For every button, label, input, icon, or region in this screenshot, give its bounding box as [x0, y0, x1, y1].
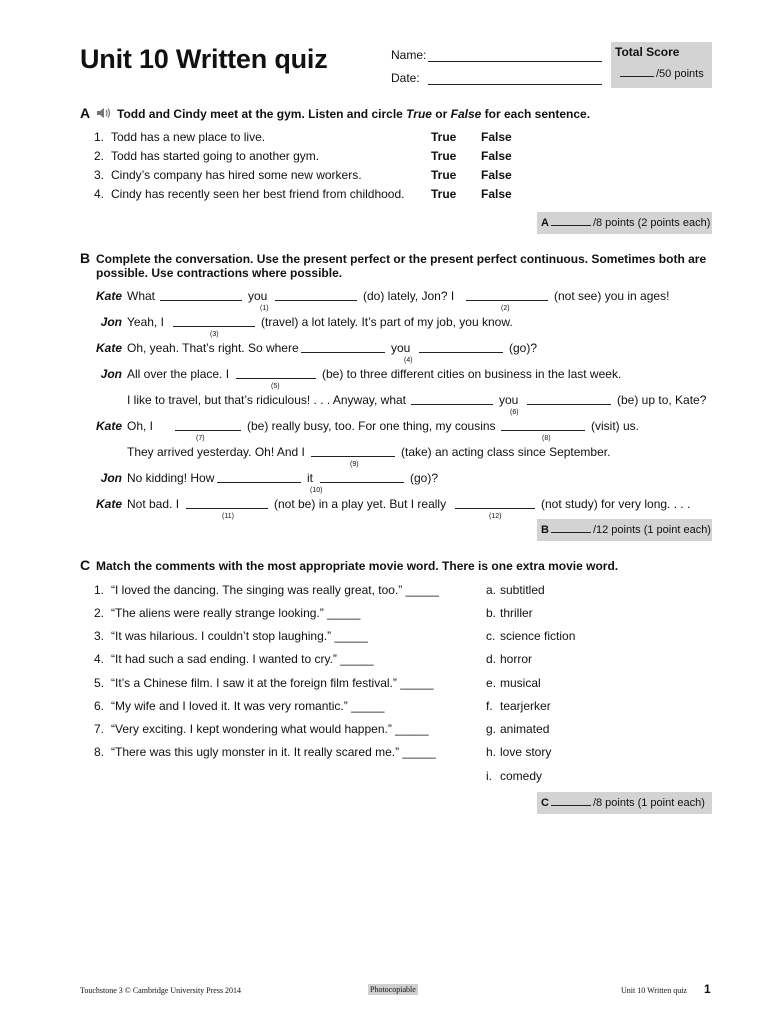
comment-text: “There was this ugly monster in it. It really scared me.” _____ [111, 745, 436, 759]
page-title: Unit 10 Written quiz [80, 44, 328, 74]
total-score-box [611, 42, 712, 88]
blank-number: (3) [210, 331, 219, 338]
true-option[interactable]: True [431, 149, 457, 163]
conversation-text: (go)? [509, 341, 538, 355]
speaker-name: Kate [95, 419, 122, 433]
false-option[interactable]: False [481, 149, 512, 163]
item-statement: Cindy has recently seen her best friend from childhood. [111, 187, 405, 201]
blank-number: (8) [542, 435, 551, 442]
conversation-text: I like to travel, but that’s ridiculous! . . . Anyway, what [127, 393, 407, 407]
answer-blank[interactable] [175, 430, 241, 431]
speaker-name: Jon [100, 367, 122, 381]
comment-number: 3. [94, 629, 105, 643]
conversation-text: it [307, 471, 313, 485]
conversation-text: (not be) in a play yet. But I really [274, 497, 447, 511]
conversation-text: No kidding! How [127, 471, 215, 485]
answer-blank[interactable] [236, 378, 316, 379]
section-b-points: B /12 points (1 point each) [537, 519, 712, 541]
section-b-score-blank[interactable] [551, 522, 591, 533]
speaker-name: Jon [100, 471, 122, 485]
answer-blank[interactable] [466, 300, 548, 301]
blank-number: (10) [310, 487, 323, 494]
answer-blank[interactable] [311, 456, 395, 457]
comment-number: 7. [94, 722, 105, 736]
movie-word-letter: i. [486, 769, 492, 783]
movie-word: animated [500, 722, 550, 736]
conversation-text: (travel) a lot lately. It’s part of my job, you know. [261, 315, 513, 329]
conversation-text: All over the place. I [127, 367, 230, 381]
movie-word-letter: h. [486, 745, 497, 759]
section-c-score-blank[interactable] [551, 795, 591, 806]
movie-word: thriller [500, 606, 533, 620]
movie-word-letter: c. [486, 629, 496, 643]
movie-word-letter: b. [486, 606, 497, 620]
section-a-instruction: Todd and Cindy meet at the gym. Listen and circle True or False for each sentence. [117, 107, 591, 121]
conversation-text: (be) really busy, too. For one thing, my cousins [247, 419, 496, 433]
item-number: 1. [94, 130, 105, 144]
blank-number: (12) [489, 513, 502, 520]
speaker-name: Kate [95, 497, 122, 511]
comment-number: 5. [94, 676, 105, 690]
answer-blank[interactable] [411, 404, 493, 405]
movie-word-letter: d. [486, 652, 497, 666]
movie-word-letter: a. [486, 583, 497, 597]
footer-copyright: Touchstone 3 © Cambridge University Press 2014 [80, 986, 242, 995]
comment-number: 6. [94, 699, 105, 713]
answer-blank[interactable] [275, 300, 357, 301]
total-score-points: /50 points [656, 68, 704, 80]
conversation-text: They arrived yesterday. Oh! And I [127, 445, 305, 459]
footer-photocopiable: Photocopiable [370, 985, 416, 994]
section-c-points: C /8 points (1 point each) [537, 792, 712, 814]
movie-word: tearjerker [500, 699, 551, 713]
total-score-label: Total Score [615, 45, 680, 59]
movie-word: subtitled [500, 583, 545, 597]
section-c-instruction: Match the comments with the most appropriate movie word. There is one extra movie word. [96, 559, 619, 573]
blank-number: (9) [350, 461, 359, 468]
item-statement: Cindy’s company has hired some new workers. [111, 168, 362, 182]
movie-word-letter: f. [486, 699, 493, 713]
comment-text: “The aliens were really strange looking.” _____ [111, 606, 361, 620]
conversation-text: Oh, yeah. That’s right. So where [127, 341, 299, 355]
conversation-text: (not study) for very long. . . . [541, 497, 691, 511]
page-number: 1 [704, 982, 711, 996]
speaker-name: Jon [100, 315, 122, 329]
audio-speaker-icon[interactable] [96, 106, 112, 125]
conversation-text: What [127, 289, 156, 303]
conversation-text: (do) lately, Jon? I [363, 289, 455, 303]
item-number: 3. [94, 168, 105, 182]
conversation-text: (be) to three different cities on business in the last week. [322, 367, 622, 381]
item-statement: Todd has started going to another gym. [111, 149, 320, 163]
answer-blank[interactable] [527, 404, 611, 405]
movie-word: science fiction [500, 629, 576, 643]
comment-number: 8. [94, 745, 105, 759]
blank-number: (1) [260, 305, 269, 312]
movie-word-letter: g. [486, 722, 497, 736]
date-label: Date: [391, 71, 420, 85]
answer-blank[interactable] [419, 352, 503, 353]
false-option[interactable]: False [481, 187, 512, 201]
speaker-name: Kate [95, 289, 122, 303]
section-a-letter: A [80, 105, 91, 121]
item-number: 4. [94, 187, 105, 201]
true-option[interactable]: True [431, 187, 457, 201]
answer-blank[interactable] [173, 326, 255, 327]
blank-number: (2) [501, 305, 510, 312]
total-score-line [620, 68, 704, 80]
true-option[interactable]: True [431, 130, 457, 144]
answer-blank[interactable] [217, 482, 301, 483]
conversation-text: (take) an acting class since September. [401, 445, 611, 459]
conversation-text: Oh, I [127, 419, 154, 433]
conversation-text: Not bad. I [127, 497, 180, 511]
conversation-text: (visit) us. [591, 419, 639, 433]
movie-word: comedy [500, 769, 543, 783]
answer-blank[interactable] [301, 352, 385, 353]
false-option[interactable]: False [481, 168, 512, 182]
blank-number: (11) [222, 513, 234, 520]
footer-unit-label: Unit 10 Written quiz [621, 986, 687, 995]
comment-number: 2. [94, 606, 105, 620]
comment-text: “It’s a Chinese film. I saw it at the foreign film festival.” _____ [111, 676, 434, 690]
comment-text: “I loved the dancing. The singing was really great, too.” _____ [111, 583, 439, 597]
answer-blank[interactable] [320, 482, 404, 483]
movie-word: musical [500, 676, 541, 690]
section-a-score-blank[interactable] [551, 215, 591, 226]
blank-number: (4) [404, 357, 413, 364]
conversation-text: (go)? [410, 471, 439, 485]
blank-number: (6) [510, 409, 519, 416]
item-statement: Todd has a new place to live. [111, 130, 266, 144]
comment-text: “My wife and I loved it. It was very romantic.” _____ [111, 699, 385, 713]
movie-word: horror [500, 652, 533, 666]
comment-text: “It was hilarious. I couldn’t stop laughing.” _____ [111, 629, 368, 643]
comment-text: “It had such a sad ending. I wanted to cry.” _____ [111, 652, 374, 666]
name-field[interactable] [428, 61, 602, 62]
section-b-letter: B [80, 250, 91, 266]
answer-blank[interactable] [455, 508, 535, 509]
false-option[interactable]: False [481, 130, 512, 144]
comment-number: 4. [94, 652, 105, 666]
comment-number: 1. [94, 583, 105, 597]
item-number: 2. [94, 149, 105, 163]
blank-number: (7) [196, 435, 205, 442]
true-option[interactable]: True [431, 168, 457, 182]
speaker-name: Kate [95, 341, 122, 355]
name-label: Name: [391, 48, 427, 62]
comment-text: “Very exciting. I kept wondering what would happen.” _____ [111, 722, 429, 736]
movie-word: love story [500, 745, 552, 759]
blank-number: (5) [271, 383, 280, 390]
section-c-letter: C [80, 557, 91, 573]
conversation-text: (not see) you in ages! [554, 289, 670, 303]
section-a-points: A /8 points (2 points each) [537, 212, 712, 234]
movie-word-letter: e. [486, 676, 497, 690]
answer-blank[interactable] [501, 430, 585, 431]
date-field[interactable] [428, 84, 602, 85]
total-score-blank[interactable] [620, 76, 654, 77]
conversation-text: (be) up to, Kate? [617, 393, 707, 407]
conversation-text: you [499, 393, 519, 407]
answer-blank[interactable] [186, 508, 268, 509]
conversation-text: you [248, 289, 268, 303]
section-b-instruction: Complete the conversation. Use the present perfect or the present perfect continuous. Sometimes both are possible. Use contractions where possible. [96, 252, 707, 280]
conversation-text: you [391, 341, 411, 355]
conversation-text: Yeah, I [127, 315, 164, 329]
answer-blank[interactable] [160, 300, 242, 301]
